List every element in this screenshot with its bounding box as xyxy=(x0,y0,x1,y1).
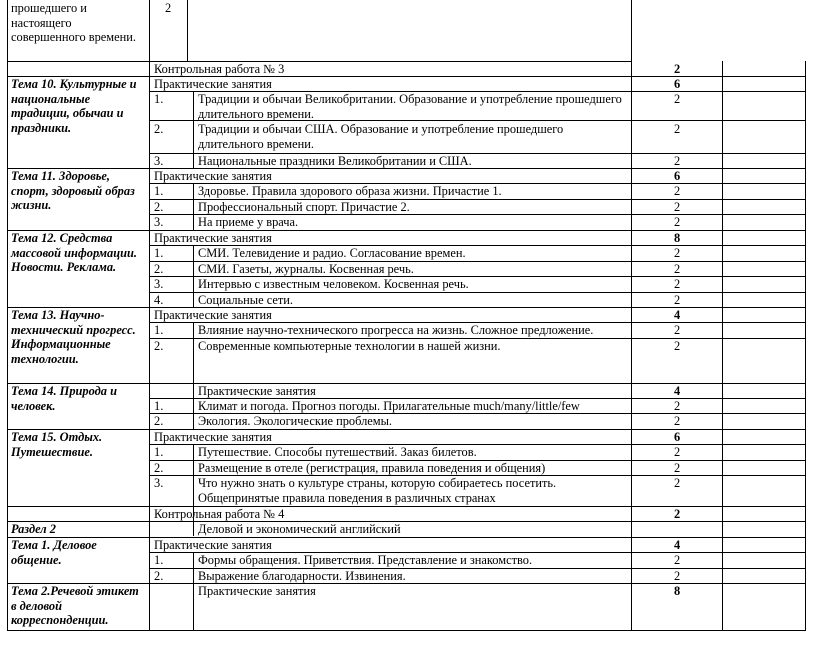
num-cell: 1. xyxy=(154,184,164,198)
num-cell: 3. xyxy=(154,154,164,168)
content-cell: Практические занятия xyxy=(154,308,272,322)
hours-cell: 2 xyxy=(674,184,681,198)
content-cell: СМИ. Газеты, журналы. Косвенная речь. xyxy=(198,262,414,276)
content-cell: Экология. Экологические проблемы. xyxy=(198,414,393,428)
num-cell: 1. xyxy=(154,92,164,106)
content-cell: Практические занятия xyxy=(154,169,272,183)
hours-cell: 2 xyxy=(674,215,681,229)
num-cell: 1. xyxy=(154,323,164,337)
border xyxy=(805,61,806,631)
hours-cell: 2 xyxy=(674,92,681,106)
content-cell: Практические занятия xyxy=(154,430,272,444)
border xyxy=(149,61,150,631)
hours-cell: 2 xyxy=(674,277,681,291)
num-cell: 3. xyxy=(154,476,164,490)
border xyxy=(193,183,194,230)
content-cell: Практические занятия xyxy=(154,231,272,245)
num-cell: 2. xyxy=(154,262,164,276)
content-cell: Современные компьютерные технологии в нашей жизни. xyxy=(198,339,501,353)
hours-cell: 8 xyxy=(674,231,681,245)
topic-continued: прошедшего и настоящего совершенного времени. xyxy=(11,1,136,44)
num-cell: 4. xyxy=(154,293,164,307)
hours-cell: 2 xyxy=(674,507,681,521)
topic-cell: Тема 12. Средства массовой информации. Новости. Реклама. xyxy=(11,231,137,274)
topic-cell: Тема 1. Деловое общение. xyxy=(11,538,97,567)
hours-cell: 2 xyxy=(674,122,681,136)
num-cell: 2. xyxy=(154,569,164,583)
border xyxy=(193,583,194,631)
content-cell: Выражение благодарности. Извинения. xyxy=(198,569,406,583)
topic-cell: Тема 15. Отдых. Путешествие. xyxy=(11,430,103,459)
content-cell: Традиции и обычаи Великобритании. Образование и употребление прошедшего длительного времени. xyxy=(198,92,622,121)
hours-cell: 8 xyxy=(674,584,681,598)
content-cell: Здоровье. Правила здорового образа жизни. Причастие 1. xyxy=(198,184,502,198)
border xyxy=(631,61,632,631)
content-cell: СМИ. Телевидение и радио. Согласование времен. xyxy=(198,246,466,260)
hours-cell: 2 xyxy=(674,414,681,428)
border xyxy=(187,0,188,62)
border xyxy=(7,61,632,62)
content-cell: Практические занятия xyxy=(198,584,316,598)
num-cell: 1. xyxy=(154,399,164,413)
border xyxy=(631,0,632,62)
content-cell: Практические занятия xyxy=(198,384,316,398)
num-cell: 1. xyxy=(154,445,164,459)
border xyxy=(193,322,194,383)
border xyxy=(193,383,194,429)
content-cell: Контрольная работа № 3 xyxy=(154,62,285,76)
num-cell: 3. xyxy=(154,277,164,291)
content-cell: На приеме у врача. xyxy=(198,215,299,229)
content-cell: Социальные сети. xyxy=(198,293,294,307)
hours-cell: 6 xyxy=(674,430,681,444)
hours-cell: 2 xyxy=(674,323,681,337)
hours-cell: 2 xyxy=(674,461,681,475)
hours-cell: 6 xyxy=(674,169,681,183)
hours-cell: 2 xyxy=(674,476,681,490)
num-cell: 2. xyxy=(154,200,164,214)
topic-cell: Тема 13. Научно-технический прогресс. Информационные технологии. xyxy=(11,308,136,366)
border xyxy=(7,506,806,507)
hours-cell: 2 xyxy=(674,339,681,353)
hours-cell: 2 xyxy=(674,62,681,76)
topic-cell: Тема 11. Здоровье, спорт, здоровый образ жизни. xyxy=(11,169,135,212)
topic-cell: Тема 10. Культурные и национальные традиции, обычаи и праздники. xyxy=(11,77,137,135)
num-cell: 1. xyxy=(154,246,164,260)
hours-cell: 4 xyxy=(674,308,681,322)
content-cell: Практические занятия xyxy=(154,77,272,91)
hours-cell: 2 xyxy=(674,445,681,459)
num-cell: 2. xyxy=(154,461,164,475)
hours-cell: 4 xyxy=(674,538,681,552)
border xyxy=(722,61,723,631)
topic-cell: Тема 14. Природа и человек. xyxy=(11,384,117,413)
border xyxy=(7,61,8,631)
hours-cell: 2 xyxy=(674,246,681,260)
content-cell: Размещение в отеле (регистрация, правила поведения и общения) xyxy=(198,461,546,475)
border xyxy=(7,630,806,631)
border xyxy=(7,0,8,62)
content-cell: Национальные праздники Великобритании и США. xyxy=(198,154,472,168)
hours-cell: 2 xyxy=(674,553,681,567)
content-cell: Профессиональный спорт. Причастие 2. xyxy=(198,200,410,214)
content-cell: Практические занятия xyxy=(154,538,272,552)
hours-cell: 2 xyxy=(165,1,172,15)
border xyxy=(7,521,806,522)
hours-cell: 2 xyxy=(674,293,681,307)
border xyxy=(193,521,194,536)
num-cell: 2. xyxy=(154,339,164,353)
content-cell: Путешествие. Способы путешествий. Заказ билетов. xyxy=(198,445,477,459)
section-cell: Раздел 2 xyxy=(11,522,56,536)
num-cell: 2. xyxy=(154,414,164,428)
num-cell: 3. xyxy=(154,215,164,229)
hours-cell: 2 xyxy=(674,569,681,583)
content-cell: Формы обращения. Приветствия. Представление и знакомство. xyxy=(198,553,533,567)
hours-cell: 4 xyxy=(674,384,681,398)
num-cell: 1. xyxy=(154,553,164,567)
content-cell: Традиции и обычаи США. Образование и употребление прошедшего длительного времени. xyxy=(198,122,564,151)
content-cell: Климат и погода. Прогноз погоды. Прилагательные much/many/little/few xyxy=(198,399,580,413)
content-cell: Контрольная работа № 4 xyxy=(154,507,285,521)
content-cell: Интервью с известным человеком. Косвенная речь. xyxy=(198,277,469,291)
border xyxy=(149,0,150,62)
hours-cell: 2 xyxy=(674,200,681,214)
content-cell: Деловой и экономический английский xyxy=(198,522,401,536)
hours-cell: 2 xyxy=(674,262,681,276)
hours-cell: 6 xyxy=(674,77,681,91)
hours-cell: 2 xyxy=(674,399,681,413)
border xyxy=(193,91,194,168)
topic-cell: Тема 2.Речевой этикет в деловой корреспонденции. xyxy=(11,584,139,627)
content-cell: Влияние научно-технического прогресса на жизнь. Сложное предложение. xyxy=(198,323,594,337)
num-cell: 2. xyxy=(154,122,164,136)
hours-cell: 2 xyxy=(674,154,681,168)
content-cell: Что нужно знать о культуре страны, которую собираетесь посетить. Общепринятые правила поведения в различных странах xyxy=(198,476,557,505)
